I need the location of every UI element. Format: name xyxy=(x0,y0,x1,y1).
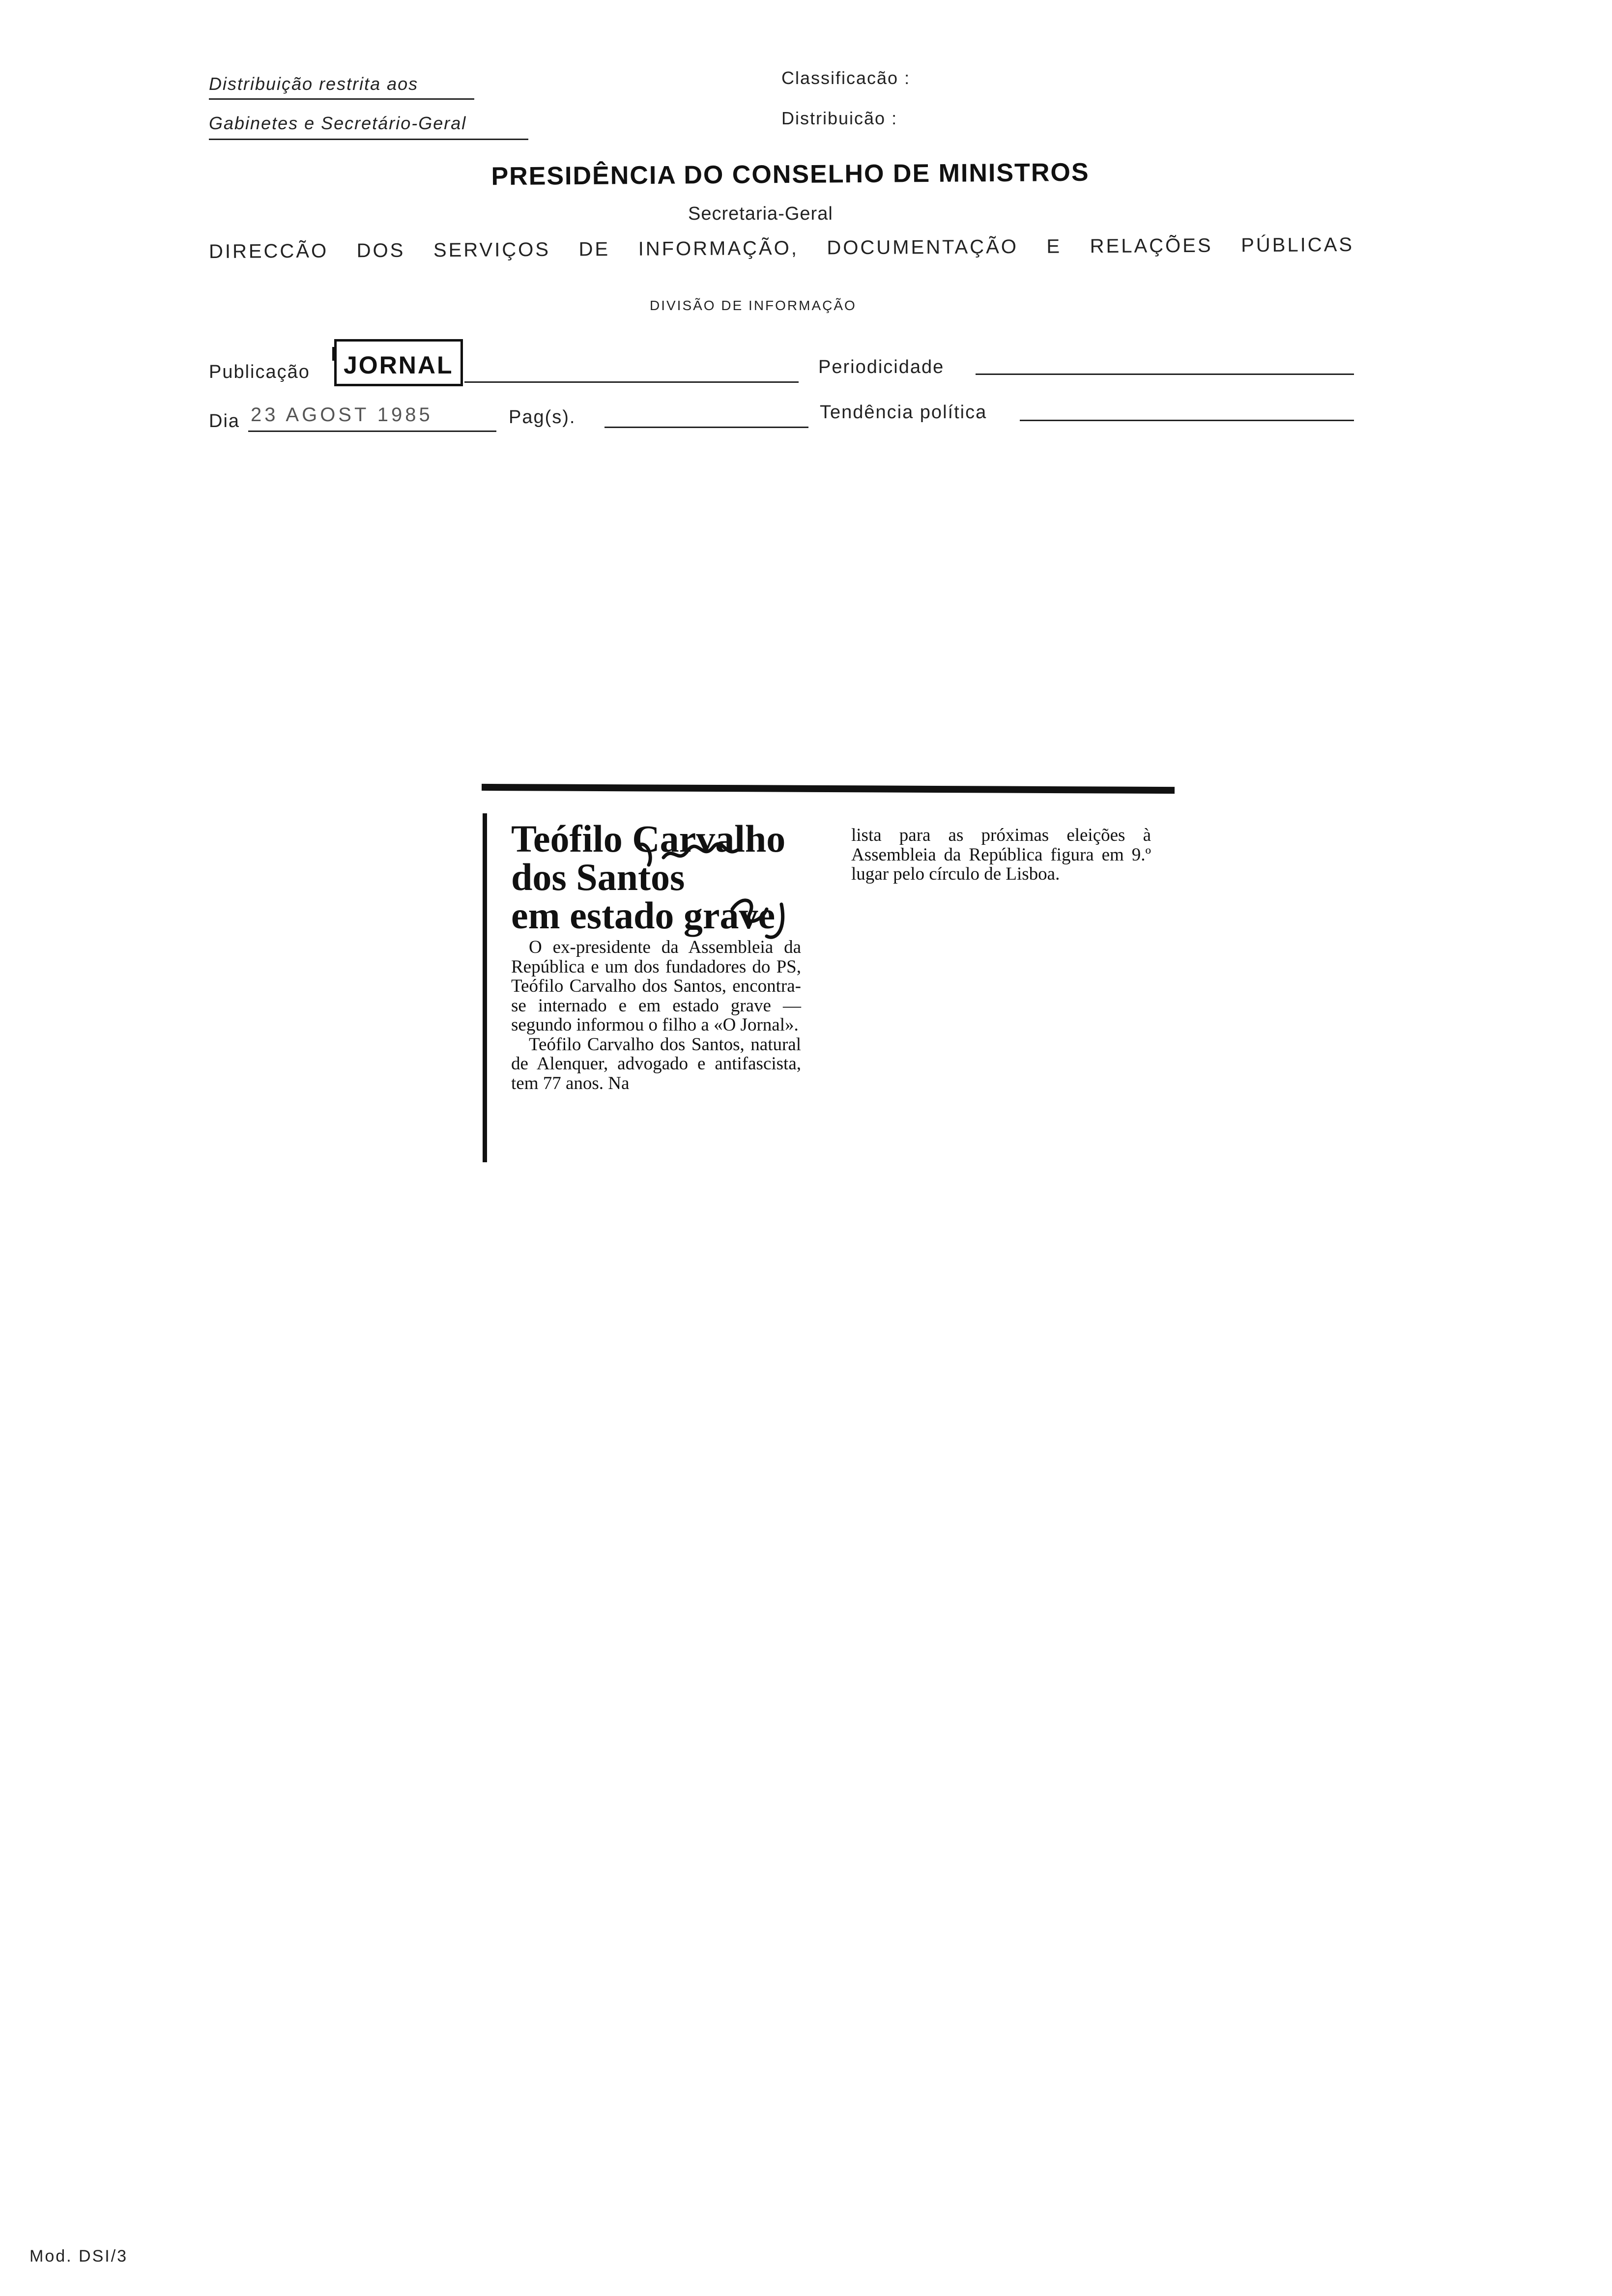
restricted-underline-2 xyxy=(209,139,528,140)
restricted-underline-1 xyxy=(209,98,474,100)
clipping-top-rule xyxy=(482,784,1175,794)
article-headline-line3: em estado grave xyxy=(511,894,776,937)
dia-label: Dia xyxy=(209,411,240,431)
article-headline-line2: dos Santos xyxy=(511,856,685,898)
distribuicao-label: Distribuicão : xyxy=(781,108,898,128)
divisao-informacao: DIVISÃO DE INFORMAÇÃO xyxy=(650,298,857,313)
publicacao-stamp xyxy=(334,339,463,386)
publicacao-label: Publicação xyxy=(209,362,310,382)
handwritten-scribble xyxy=(619,835,826,953)
stamp-mark xyxy=(332,347,335,361)
restricted-distribution-line1: Distribuição restrita aos xyxy=(209,74,419,94)
tendencia-label: Tendência política xyxy=(820,402,987,423)
dia-value: 23 AGOST 1985 xyxy=(251,404,433,426)
classificacao-label: Classificacão : xyxy=(781,68,911,88)
restricted-distribution-line2: Gabinetes e Secretário-Geral xyxy=(209,113,467,133)
secretaria-geral: Secretaria-Geral xyxy=(688,203,833,224)
publicacao-line xyxy=(464,381,799,383)
article-paragraph-1: O ex-presidente da Assembleia da República e um dos fundadores do PS, Teófilo Carvalho dos Santos, encontra-se internado e em estado grave — segundo informou o filho a «O Jornal». xyxy=(511,937,801,1035)
article-paragraph-2: Teófilo Carvalho dos Santos, natural de Alenquer, advogado e antifascista, tem 77 anos. Na xyxy=(511,1034,801,1093)
direccao-servicos: DIRECCÃO DOS SERVIÇOS DE INFORMAÇÃO, DOCUMENTAÇÃO E RELAÇÕES PÚBLICAS xyxy=(208,233,1354,263)
periodicidade-line xyxy=(976,373,1354,375)
article-headline-line1: Teófilo Carvalho xyxy=(511,817,786,860)
article-column-2 xyxy=(851,826,1151,884)
periodicidade-label: Periodicidade xyxy=(818,357,945,377)
pags-line xyxy=(604,427,808,428)
pags-label: Pag(s). xyxy=(509,407,576,428)
presidencia-title: PRESIDÊNCIA DO CONSELHO DE MINISTROS xyxy=(491,158,1090,191)
article-column-1 xyxy=(511,938,801,1093)
clipping-side-bar xyxy=(483,813,487,1162)
tendencia-line xyxy=(1020,420,1354,421)
dia-line xyxy=(248,430,496,432)
article-paragraph-3: lista para as próximas eleições à Assembleia da República figura em 9.º lugar pelo círculo de Lisboa. xyxy=(851,825,1151,884)
model-number: Mod. DSI/3 xyxy=(29,2247,128,2266)
publicacao-value: JORNAL xyxy=(334,339,463,386)
